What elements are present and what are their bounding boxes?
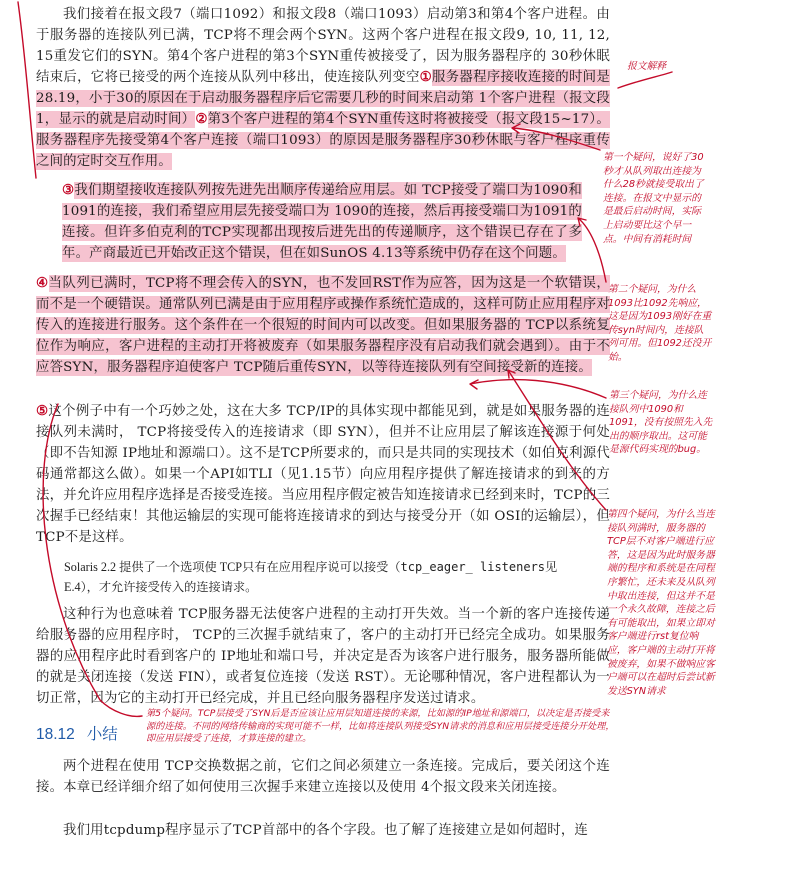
paragraph-fifo-order [62, 180, 582, 264]
annotation-marker-2: ② [195, 111, 208, 127]
annotation-marker-4: ④ [36, 275, 49, 291]
paragraph-text: 我们接着在报文段7（端口1092）和报文段8（端口1093）启动第3和第4个客户进程。由于服务器的连接队列已满，TCP将不理会两个SYN。这两个客户进程在报文段9, 10, 11, 12, 15重发它们的SYN。第4个客户进程的第3个SYN重传被接受了，因为服务器程序的 30秒休眠结束后，它将已接受的两个连接从队列中移出，使连接队列变空 [36, 7, 610, 85]
paragraph-text: 这个例子中有一个巧妙之处，这在大多 TCP/IP的具体实现中都能见到，就是如果服务器的连接队列未满时， TCP将接受传入的连接请求（即 SYN），但并不让应用层了解该连接源于何处（即不告知源 IP地址和源端口）。这不是TCP所要求的，而只是共同的实现技术（如伯克利源代码通常都这么做）。如果一个API如TLI（见1.15节）向应用程序提供了解连接请求的到来的方法，并允许应用程序选择是否接受连接。当应用程序假定被告知连接请求已经到来时，TCP的三次握手已经结束！其他运输层的实现可能将连接请求的到达与接受分开（如 OSI的运输层），但TCP不是这样。 [36, 404, 610, 545]
paragraph-summary: 两个进程在使用 TCP交换数据之前，它们之间必须建立一条连接。完成后，要关闭这个连接。本章已经详细介绍了如何使用三次握手来建立连接以及使用 4个报文段来关闭连接。 [36, 759, 610, 795]
handwritten-note-4: 第三个疑问，为什么连接队列中1090和1091，没有按照先入先出的顺序取出。这可能是源代码实现的bug。 [609, 390, 713, 456]
paragraph-subtlety [36, 401, 610, 548]
handwritten-note-5: 第四个疑问，为什么当连接队列满时，服务器的TCP层不对客户端进行应答，这是因为此时服务器端的程序和系统是在同程序繁忙，还未来及从队列中取出连接，但这并不是一个永久故障，连接之后有可能取出，如果立即对客户端进行rst复位响应，客户端的主动打开将被废弃，如果不做响应客户端可以在超时后尝试新发送SYN请求 [607, 509, 715, 697]
annotation-marker-3: ③ [62, 182, 75, 198]
highlighted-text: 我们期望接收连接队列按先进先出顺序传递给应用层。如 TCP接受了端口为1090和1091的连接，我们希望应用层先接受端口为 1090的连接，然后再接受端口为1091的连接。但许多伯克利的TCP实现都出现按后进先出的传递顺序，这个错误已存在了多年。产商最近已开始改正这个错误，但在如SunOS 4.13等系统中仍存在这个问题。 [62, 183, 582, 261]
ink-bracket-left [18, 2, 36, 178]
note-text: Solaris 2.2 提供了一个选项使 TCP只有在应用程序说可以接受（ [64, 560, 401, 574]
section-number: 18.12 [36, 726, 75, 743]
highlighted-text: 第3个客户进程的第4个SYN重传这时将被接受（报文段15~17）。服务器程序先接受第4个客户连接（端口1093）的原因是服务器程序30秒休眠与客户程序重传之间的定时交互作用。 [36, 112, 610, 169]
ink-arrow-note-4 [470, 380, 606, 398]
paragraph-active-open: 这种行为也意味着 TCP服务器无法使客户进程的主动打开失效。当一个新的客户连接传递给服务器的应用程序时， TCP的三次握手就结束了，客户的主动打开已经完全成功。如果服务器的应用程序此时看到客户的 IP地址和端口号，并决定是否为该客户进行服务，服务器所能做的就是关闭连接（发送 FIN），或者复位连接（发送 RST）。无论哪种情况，客户进程都认为一切正常，因为它的主动打开已经完成，并且已经向服务器程序发送过请求。 [36, 607, 610, 706]
paragraph-queue-full [36, 273, 610, 378]
note-code: tcp_eager_ listeners [400, 560, 546, 574]
section-title: 小结 [86, 726, 118, 743]
solaris-note [64, 557, 584, 597]
annotation-marker-1: ① [419, 69, 432, 85]
note-text: 见E.4），才允许接受传入的连接请求。 [64, 560, 558, 594]
handwritten-note-6: 第5个疑问。TCP层接受了SYN后是否应该让应用层知道连接的来源，比如源的IP地址和源端口，以决定是否接受来源的连接。不同的网络传输商的实现可能不一样，比如将连接队列接受SYN请求的消息和应用层接受连接分开处理，即应用层接受了连接，才算连接的建立。 [146, 708, 615, 745]
highlighted-text: 服务器程序接收连接的时间是28.19，小于30的原因在于启动服务器程序后它需要几秒的时间来启动第 1个客户进程（报文段1，显示的就是启动时间） [36, 70, 610, 127]
handwritten-note-2: 第一个疑问，说好了30秒才从队列取出连接为什么28秒就接受取出了连接。在报文中显示的是最后启动时间，实际上启动要比这个早一点。中间有消耗时间 [603, 152, 704, 245]
section-heading [36, 722, 130, 744]
handwritten-note-1: 报文解释 [627, 61, 667, 72]
highlighted-text: 当队列已满时，TCP将不理会传入的SYN，也不发回RST作为应答，因为这是一个软错误，而不是一个硬错误。通常队列已满是由于应用程序或操作系统忙造成的，这样可防止应用程序对传入的连接进行服务。这个条件在一个很短的时间内可以改变。但如果服务器的 TCP以系统复位作为响应，客户进程的主动打开将被废弃（如果服务器程序没有启动我们就会遇到）。由于不应答SYN，服务器程序迫使客户 TCP随后重传SYN，以等待连接队列有空间接受新的连接。 [36, 276, 610, 375]
paragraph-tcpdump: 我们用tcpdump程序显示了TCP首部中的各个字段。也了解了连接建立是如何超时，连 [63, 823, 589, 838]
annotation-marker-5: ⑤ [36, 403, 49, 419]
handwritten-note-3: 第二个疑问，为什么1093比1092先响应，这是因为1093刚好在重传syn时间内，连接队列可用。但1092还没开始。 [608, 284, 712, 363]
ink-arrow-note-1 [618, 72, 672, 88]
paragraph-connection-queue [36, 4, 610, 172]
